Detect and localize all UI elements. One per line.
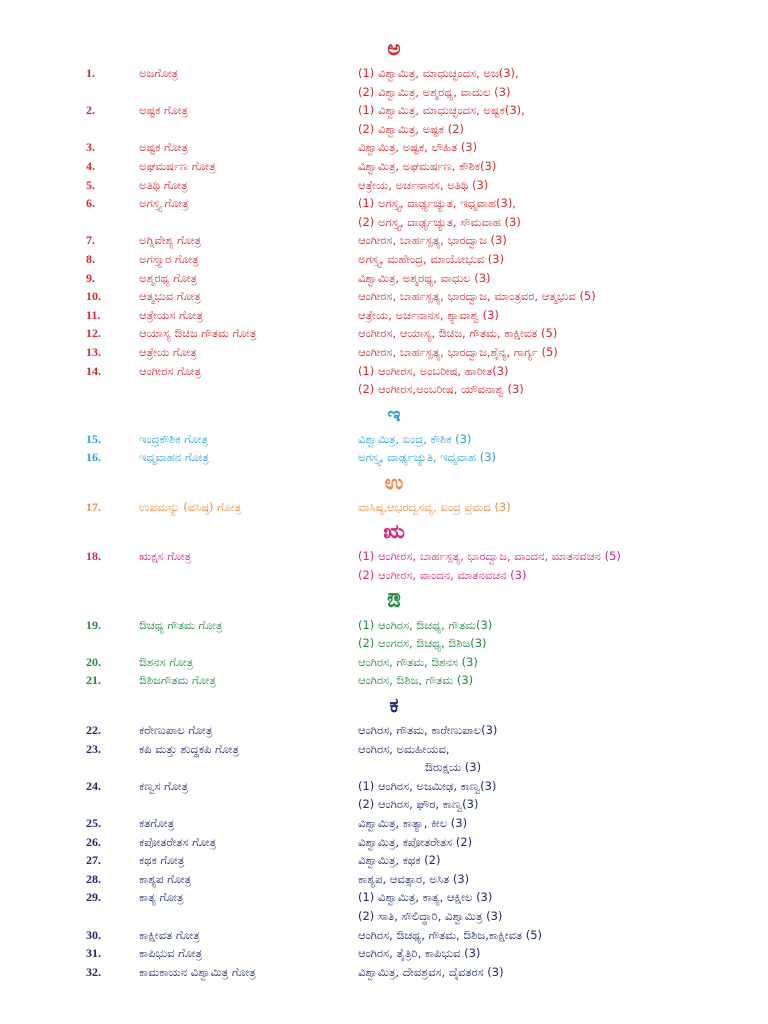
letter-section xyxy=(86,33,702,399)
row-number: 10. xyxy=(86,289,101,304)
gotra-name: ಆಂಗೀರಸ ಗೋತ್ರ xyxy=(139,363,202,378)
letter-section xyxy=(86,467,702,517)
pravara-list xyxy=(358,944,738,963)
gotra-name: ಕಾಶ್ಯಪ ಗೋತ್ರ xyxy=(139,871,192,886)
pravara-list xyxy=(358,814,738,833)
row-number: 25. xyxy=(86,816,101,830)
gotra-name: ಅಷ್ಟಕ ಗೋತ್ರ xyxy=(139,140,188,155)
gotra-row xyxy=(86,448,702,467)
pravara-list xyxy=(358,324,738,343)
row-number: 7. xyxy=(86,233,95,248)
pravara-list xyxy=(358,616,738,653)
pravara-list xyxy=(358,343,738,362)
row-number: 15. xyxy=(86,431,101,446)
section-header-letter: ಇ xyxy=(387,401,401,426)
gotra-name: ಆಯಾಸ್ಯ ಔಚಿಜ ಗೌತಮ ಗೋತ್ರ xyxy=(139,326,257,341)
letter-section xyxy=(86,516,702,584)
pravara-line: ವಿಶ್ವಾಮಿತ್ರ, ಅಘಮರ್ಷಣ, ಕೌಶಿಕ(3) xyxy=(358,158,497,173)
row-number: 24. xyxy=(86,778,101,793)
row-number: 28. xyxy=(86,871,101,886)
gotra-row xyxy=(86,721,702,740)
gotra-name: ಕರೇಣುಪಾಲ ಗೋತ್ರ xyxy=(139,723,213,738)
gotra-name: ಅಶ್ಮರಥ್ಯ ಗೋತ್ರ xyxy=(139,270,198,285)
gotra-name: ಇಂದ್ರಕೌಶಿಕ ಗೋತ್ರ xyxy=(139,431,208,446)
pravara-line: ವಾಸಿಷ್ಠ,ಆಭರದ್ವಸವ್ಯ, ಐಂದ್ರ ಪ್ರಮದ (3) xyxy=(358,499,511,514)
pravara-line: (1) ವಿಶ್ವಾಮಿತ್ರ, ಮಾಧುಚ್ಛಂದಸ, ಅಜ(3), xyxy=(358,66,519,80)
pravara-list xyxy=(358,963,738,982)
gotra-row xyxy=(86,362,702,399)
pravara-list xyxy=(358,740,738,777)
pravara-line: (1) ಆಂಗಿರಸ, ಅಜಮೀಢ, ಕಾಣ್ವ(3) xyxy=(358,778,497,793)
section-header-letter: ಔ xyxy=(387,587,401,612)
pravara-line: ವಿಶ್ವಾಮಿತ್ರ, ಅಶ್ಮರಥ್ಯ, ವಾಧುಲ (3) xyxy=(358,270,491,285)
pravara-line: ಆಂಗೀರಸ, ಬಾರ್ಹಸ್ಪತ್ಯ, ಭಾರದ್ವಾಜ, ಮಾಂತ್ರವರ, ಆತ್ಮಭುವ (5) xyxy=(358,289,596,304)
pravara-line: (2) ಆಂಗೀರಸ,ಅಂಬರೀಷ, ಯೌವನಾಶ್ವ (3) xyxy=(358,382,524,397)
gotra-row xyxy=(86,888,702,925)
pravara-line: ವಿಶ್ವಾಮಿತ್ರ, ಕಥಕ (2) xyxy=(358,853,441,868)
gotra-name: ಔಶನಸ ಗೋತ್ರ xyxy=(139,654,194,669)
gotra-name: ಕಪೋತರೇತಸ ಗೋತ್ರ xyxy=(139,834,217,849)
row-number: 12. xyxy=(86,326,101,341)
pravara-line: (2) ಆಂಗೀರಸ, ವಾಂದನ, ಮಾತನವಚನ (3) xyxy=(358,568,527,583)
pravara-list xyxy=(358,653,738,672)
gotra-row xyxy=(86,250,702,269)
row-number: 4. xyxy=(86,158,95,173)
gotra-name: ಕಾಕ್ಷೀವತ ಗೋತ್ರ xyxy=(139,927,200,942)
pravara-list xyxy=(358,870,738,889)
row-number: 5. xyxy=(86,177,95,192)
gotra-row xyxy=(86,64,702,101)
row-number: 20. xyxy=(86,654,101,669)
pravara-line: ಅಗಸ್ತ್ಯ, ದಾರ್ಢ್ಯಚ್ಯುತಿ, ಇಧ್ಮವಾಹ (3) xyxy=(358,450,497,465)
row-number: 2. xyxy=(86,103,95,118)
pravara-line: ಆಂಗೀರಸ, ಬಾರ್ಹಸ್ಪತ್ಯ, ಭಾರದ್ವಾಜ,ಶೈನ್ಯ, ಗಾರ್ಗ್ಯ (5) xyxy=(358,344,558,359)
gotra-row xyxy=(86,777,702,814)
pravara-line: (2) ವಿಶ್ವಾಮಿತ್ರ, ಅಷ್ಟಕ (2) xyxy=(358,121,465,136)
gotra-name: ಕಾಮಕಾಯನ ವಿಶ್ವಾಮಿತ್ರ ಗೋತ್ರ xyxy=(139,964,256,979)
pravara-line: ಅಗಸ್ತ್ಯ, ಮಹೇಂದ್ರ, ಮಾಯೋಭುವ (3) xyxy=(358,251,505,266)
row-number: 16. xyxy=(86,450,101,465)
pravara-list xyxy=(358,671,738,690)
row-number: 11. xyxy=(86,307,101,322)
gotra-name: ಇಧ್ಮವಾಹನ ಗೋತ್ರ xyxy=(139,450,209,465)
row-number: 19. xyxy=(86,617,101,632)
row-number: 30. xyxy=(86,927,101,942)
gotra-row xyxy=(86,944,702,963)
pravara-line: ವಿಶ್ವಾಮಿತ್ರ, ಅಷ್ಟಕ, ಲೌಹಿತ (3) xyxy=(358,140,478,155)
pravara-line: ಆಂಗಿರಸ, ಗೌತಮ, ಕಾರೇಣುಪಾಲ(3) xyxy=(358,723,498,738)
gotra-name: ಕಪಿ ಮತ್ತು ಶುದ್ಧಕಪಿ ಗೋತ್ರ xyxy=(139,741,239,756)
gotra-name: ಕಾಪಿಭುವ ಗೋತ್ರ xyxy=(139,946,203,961)
row-number: 32. xyxy=(86,964,101,979)
gotra-name: ಆತ್ರೇಯ ಗೋತ್ರ xyxy=(139,344,197,359)
pravara-line: ಆತ್ರೇಯ, ಅರ್ಚನಾನಸ, ಶ್ಯಾವಾಶ್ವ (3) xyxy=(358,307,499,322)
pravara-line: (1) ವಿಶ್ವಾಮಿತ್ರ, ಕಾತ್ಯ, ಆಕ್ಷೀಲ (3) xyxy=(358,890,493,905)
pravara-line: (1) ಆಂಗಿರಸ, ಔಚಥ್ಯ, ಗೌತಮ(3) xyxy=(358,617,493,632)
pravara-line: (2) ಸಾತಿ, ಸೌಲಿದ್ಧಾರಿ, ವಿಶ್ವಾಮಿತ್ರ (3) xyxy=(358,908,503,923)
pravara-list xyxy=(358,138,738,157)
gotra-name: ಆತ್ಮಭುವ ಗೋತ್ರ xyxy=(139,289,201,304)
gotra-row xyxy=(86,269,702,288)
pravara-list xyxy=(358,721,738,740)
pravara-line: ವಿಶ್ವಾಮಿತ್ರ, ಕಪೋತರೇತಸ (2) xyxy=(358,834,473,849)
pravara-list xyxy=(358,851,738,870)
pravara-line: ವಿಶ್ವಾಮಿತ್ರ, ದೇವಶ್ರವಸ, ದೈವತರಸ (3) xyxy=(358,964,504,979)
pravara-list xyxy=(358,448,738,467)
gotra-row xyxy=(86,343,702,362)
gotra-name: ಕತಗೋತ್ರ xyxy=(139,816,175,830)
gotra-row xyxy=(86,194,702,231)
letter-section xyxy=(86,399,702,467)
gotra-row xyxy=(86,101,702,138)
gotra-name: ಅಗಸ್ತ್ಯ ಗೋತ್ರ xyxy=(139,196,189,211)
pravara-list xyxy=(358,498,738,517)
gotra-row xyxy=(86,430,702,449)
row-number: 21. xyxy=(86,673,101,688)
gotra-name: ಅಗ್ನಿವೇಶ್ಯ ಗೋತ್ರ xyxy=(139,233,202,248)
gotra-row xyxy=(86,833,702,852)
pravara-list xyxy=(358,362,738,399)
pravara-list xyxy=(358,306,738,325)
gotra-name: ಅಜಗೋತ್ರ xyxy=(139,66,179,80)
row-number: 6. xyxy=(86,196,95,211)
gotra-name: ಕಥಕ ಗೋತ್ರ xyxy=(139,853,185,868)
gotra-row xyxy=(86,671,702,690)
row-number: 22. xyxy=(86,723,101,738)
section-header-letter: ಉ xyxy=(384,469,404,494)
gotra-name: ಕಾತ್ಯ ಗೋತ್ರ xyxy=(139,890,184,905)
row-number: 9. xyxy=(86,270,95,285)
pravara-list xyxy=(358,101,738,138)
pravara-line: ವಿಶ್ವಾಮಿತ್ರ, ಕಾತ್ಯಾ, ಕೀಲ (3) xyxy=(358,816,468,830)
pravara-line: ಆಂಗಿರಸ, ಅಮಹೀಯವ, xyxy=(358,741,450,756)
pravara-line: (2) ಆಂಗರಸ, ಔಚಥ್ಯ, ಔಶಿಜ(3) xyxy=(358,636,487,651)
gotra-row xyxy=(86,963,702,982)
pravara-list xyxy=(358,231,738,250)
pravara-list xyxy=(358,269,738,288)
pravara-list xyxy=(358,833,738,852)
gotra-row xyxy=(86,926,702,945)
pravara-line: ಕಾಶ್ಯಪ, ಆವತ್ಸಾರ, ಅಸಿತ (3) xyxy=(358,871,470,886)
row-number: 31. xyxy=(86,946,101,961)
pravara-line: ಆಂಗಿರಸ, ಔಶಿಜ, ಗೌತಮ (3) xyxy=(358,673,474,688)
row-number: 14. xyxy=(86,363,101,378)
gotra-row xyxy=(86,653,702,672)
gotra-name: ಅಘಮರ್ಷಣ ಗೋತ್ರ xyxy=(139,158,216,173)
gotra-row xyxy=(86,287,702,306)
pravara-list xyxy=(358,888,738,925)
row-number: 17. xyxy=(86,499,101,514)
pravara-list xyxy=(358,176,738,195)
row-number: 23. xyxy=(86,741,101,756)
pravara-line: ಆಂಗಿರಸ, ತೈತ್ರಿರಿ, ಕಾಪಿಭುವ (3) xyxy=(358,946,481,961)
pravara-line: ಆತ್ರೇಯ, ಅರ್ಚನಾನಸ, ಅತಿಥಿ (3) xyxy=(358,177,489,192)
letter-section xyxy=(86,690,702,981)
gotra-row xyxy=(86,616,702,653)
pravara-line: (1) ಆಂಗೀರಸ, ಬಾರ್ಹಸ್ಪತ್ಯ, ಭಾರದ್ವಾಜ, ವಾಂದನ, ಮಾತನವಚನ (5) xyxy=(358,549,621,564)
section-header-letter: ಅ xyxy=(387,36,401,60)
row-number: 3. xyxy=(86,140,95,155)
gotra-row xyxy=(86,176,702,195)
pravara-line: (2) ಆಂಗಿರಸ, ಘೌರ, ಕಾಣ್ವ(3) xyxy=(358,797,479,812)
pravara-list xyxy=(358,157,738,176)
gotra-row xyxy=(86,138,702,157)
row-number: 8. xyxy=(86,251,95,266)
gotra-row xyxy=(86,547,702,584)
pravara-line: ಔರುಕ್ಷಯ (3) xyxy=(425,760,482,775)
gotra-row xyxy=(86,498,702,517)
gotra-name: ಋಕ್ಷಸ ಗೋತ್ರ xyxy=(139,549,192,564)
pravara-line: (2) ಅಗಸ್ತ್ಯ, ದಾರ್ಢ್ಯಚ್ಯುತ, ಸೌಮವಾಹ (3) xyxy=(358,214,521,229)
pravara-line: ಆಂಗೀರಸ, ಆಯಾಸ್ಯ, ಔಚಿಜ, ಗೌತಮ, ಕಾಕ್ಷೀವತ (5) xyxy=(358,326,558,341)
pravara-line: ಆಂಗೀರಸ, ಬಾರ್ಹಸ್ಪತ್ಯ, ಭಾರದ್ವಾಜ (3) xyxy=(358,233,507,248)
gotra-row xyxy=(86,324,702,343)
row-number: 13. xyxy=(86,344,101,359)
section-header-letter: ಋ xyxy=(383,519,405,544)
letter-section xyxy=(86,585,702,690)
pravara-list xyxy=(358,64,738,101)
pravara-list xyxy=(358,250,738,269)
pravara-list xyxy=(358,194,738,231)
gotra-row xyxy=(86,814,702,833)
gotra-name: ಆತ್ರೇಯಸ ಗೋತ್ರ xyxy=(139,307,203,322)
row-number: 26. xyxy=(86,834,101,849)
gotra-row xyxy=(86,306,702,325)
pravara-line: (1) ವಿಶ್ವಾಮಿತ್ರ, ಮಾಧುಚ್ಛಂದಸ, ಅಷ್ಟಕ(3), xyxy=(358,103,525,118)
row-number: 27. xyxy=(86,853,101,868)
pravara-line: ಆಂಗಿರಸ, ಗೌತಮ, ಔಶನಸ (3) xyxy=(358,654,478,669)
row-number: 1. xyxy=(86,66,95,80)
gotra-name: ಕಣ್ವಸ ಗೋತ್ರ xyxy=(139,778,189,793)
pravara-line: (2) ವಿಶ್ವಾಮಿತ್ರ, ಅಶ್ಮರಥ್ಯ, ವಾದುಲ (3) xyxy=(358,84,511,99)
gotra-name: ಔಶಿಜಗೌತಮ ಗೋತ್ರ xyxy=(139,673,216,688)
gotra-row xyxy=(86,231,702,250)
gotra-list xyxy=(86,33,702,981)
gotra-row xyxy=(86,870,702,889)
gotra-row xyxy=(86,157,702,176)
pravara-list xyxy=(358,547,738,584)
pravara-line: (1) ಅಗಸ್ತ್ಯ, ದಾರ್ಢ್ಯಚ್ಯುತ, ಇಧ್ಮವಾಹ(3), xyxy=(358,196,516,211)
gotra-name: ಔಚಥ್ಯ ಗೌತಮ ಗೋತ್ರ xyxy=(139,617,223,632)
gotra-row xyxy=(86,851,702,870)
pravara-list xyxy=(358,287,738,306)
pravara-list xyxy=(358,430,738,449)
gotra-name: ಅಗಸ್ತ್ಯಾರ ಗೋತ್ರ xyxy=(139,251,199,266)
pravara-line: (1) ಆಂಗೀರಸ, ಅಂಬರೀಷ, ಹಾರೀತ(3) xyxy=(358,363,509,378)
gotra-name: ಅಷ್ಟಕ ಗೋತ್ರ xyxy=(139,103,188,118)
pravara-list xyxy=(358,926,738,945)
gotra-name: ಉಪಮನ್ಯು (ವಸಿಷ್ಠ) ಗೋತ್ರ xyxy=(139,499,242,514)
pravara-line: ಆಂಗಿರಸ, ಔಚಥ್ಯ, ಗೌತಮ, ಔಶಿಜ,ಕಾಕ್ಷೀವತ (5) xyxy=(358,927,543,942)
row-number: 29. xyxy=(86,890,101,905)
gotra-name: ಅತಿಥಿ ಗೋತ್ರ xyxy=(139,177,188,192)
pravara-line: ವಿಶ್ವಾಮಿತ್ರ, ಐಂದ್ರ, ಕೌಶಿಕ (3) xyxy=(358,431,472,446)
gotra-row xyxy=(86,740,702,777)
section-header-letter: ಕ xyxy=(389,693,399,718)
pravara-list xyxy=(358,777,738,814)
row-number: 18. xyxy=(86,549,101,564)
